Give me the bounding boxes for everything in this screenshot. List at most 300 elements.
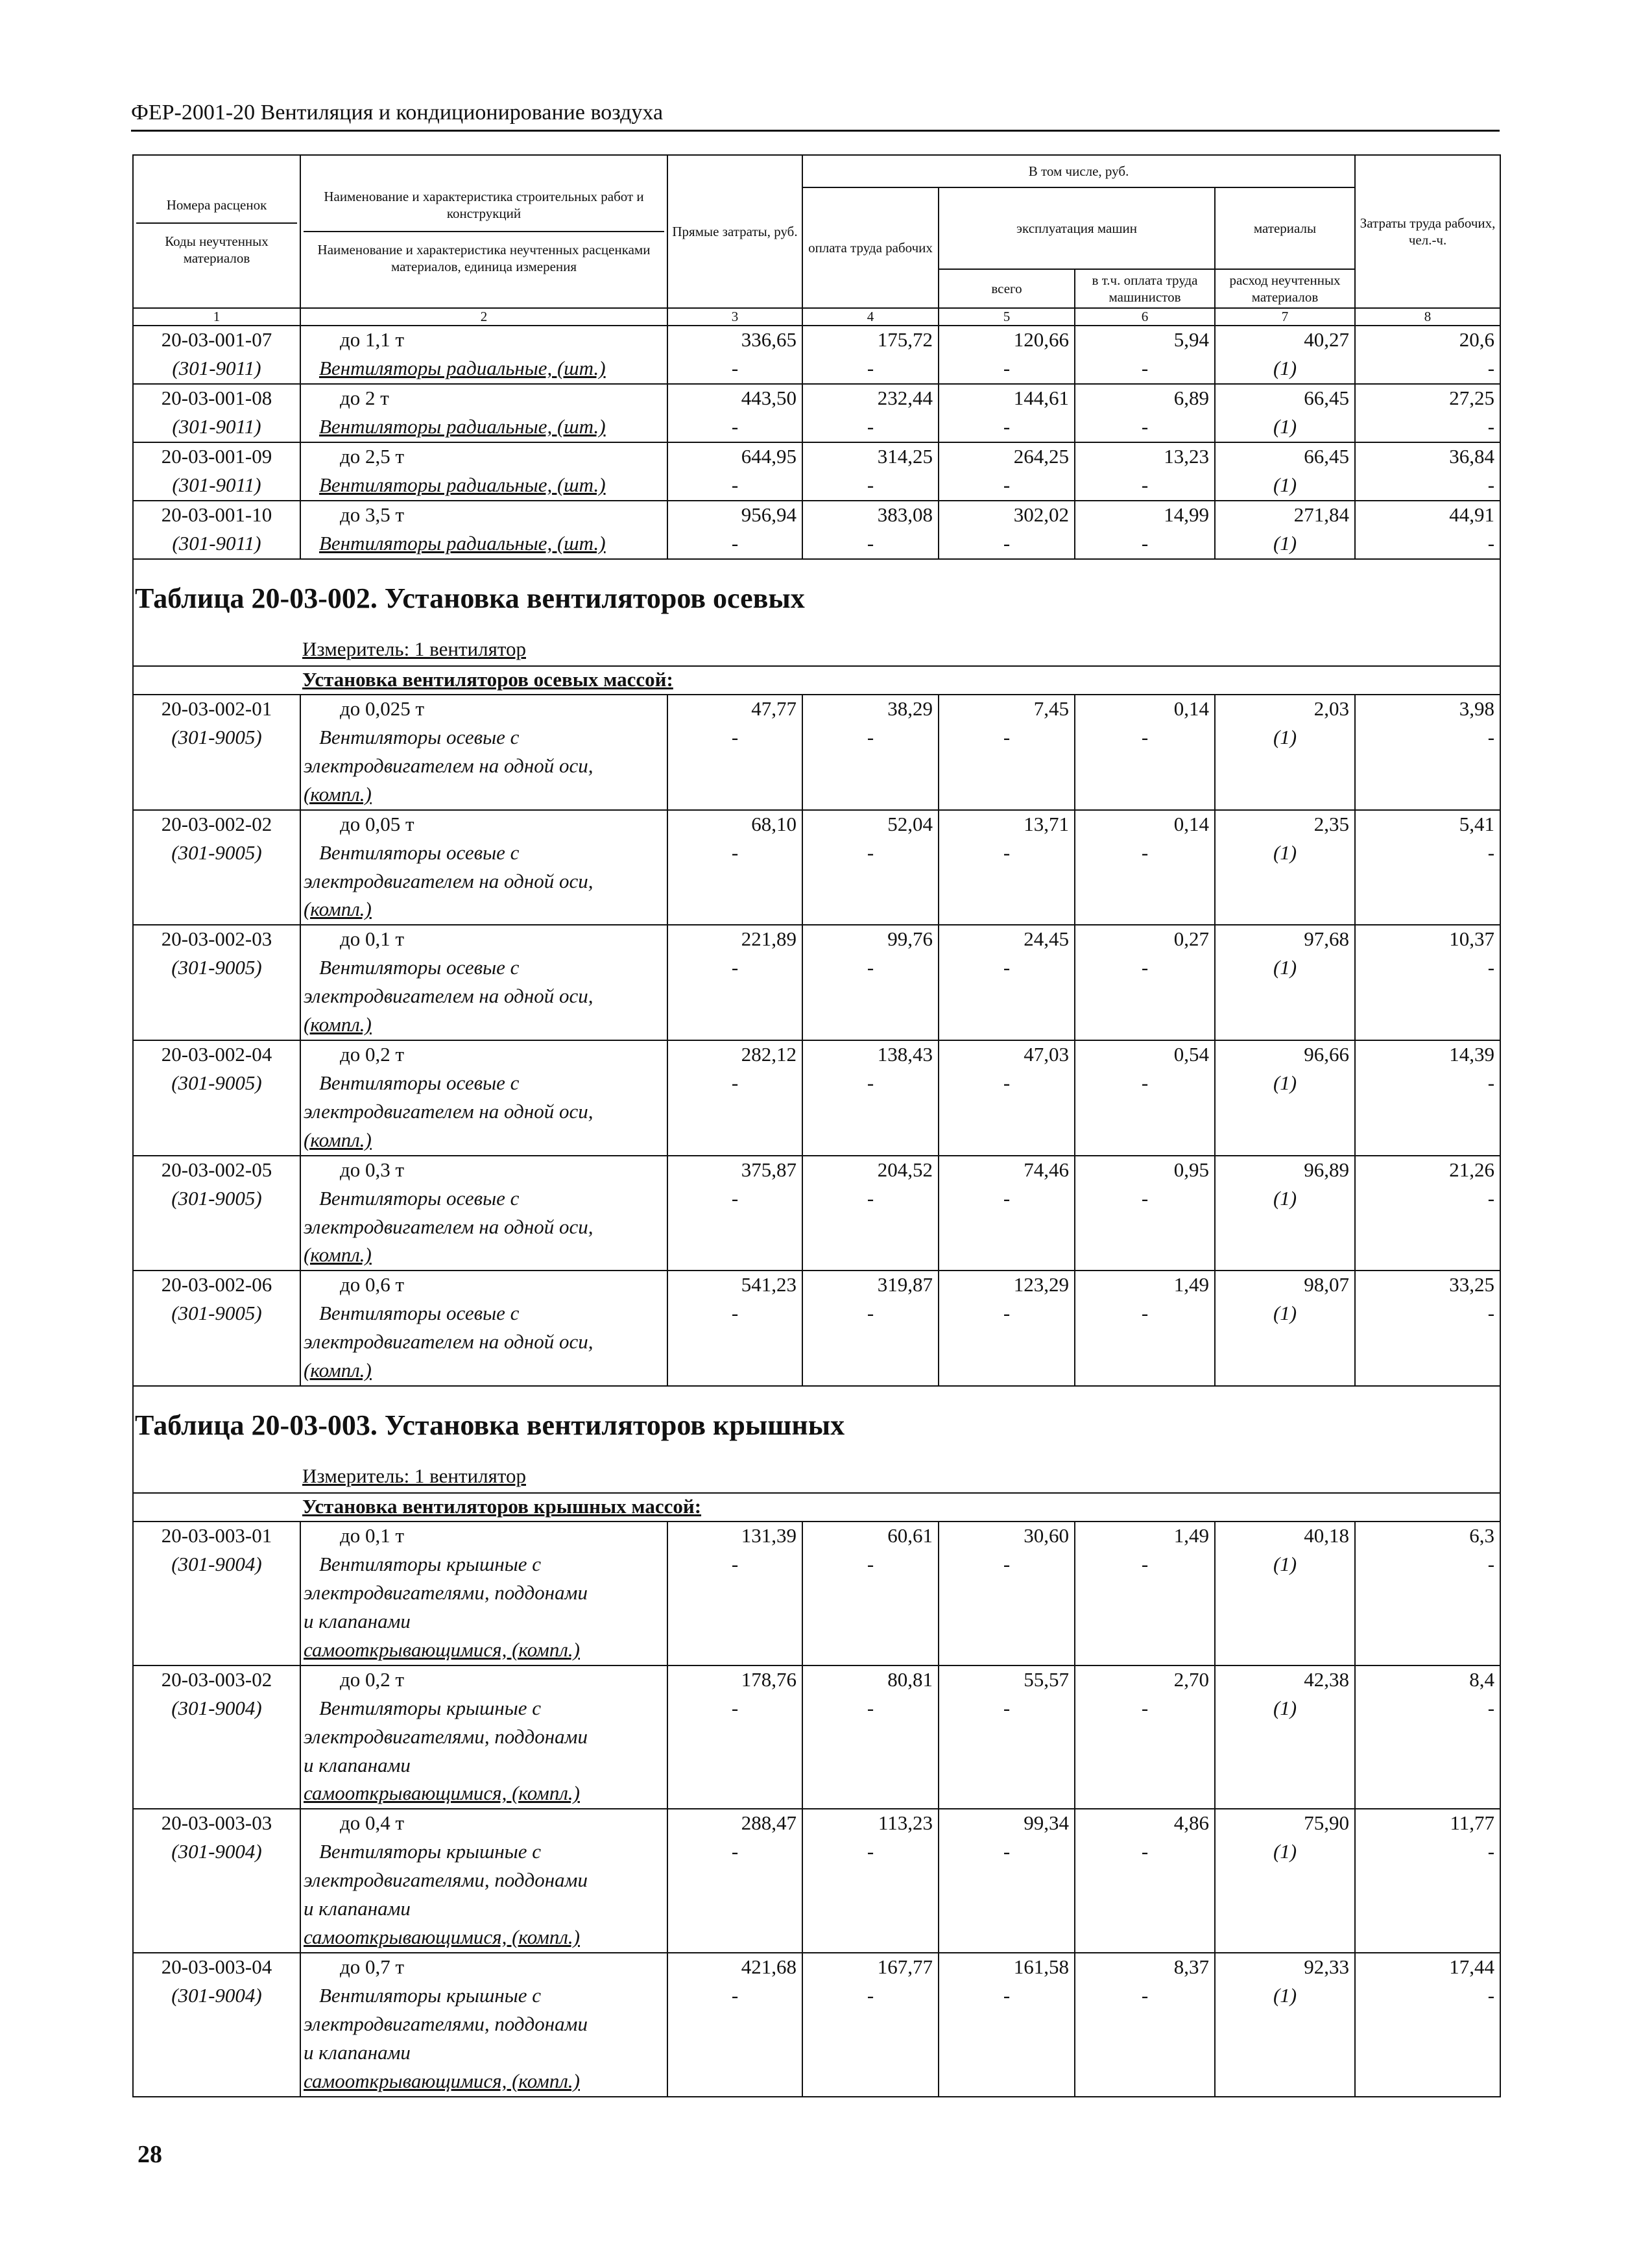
machinist-pay: 8,37 xyxy=(1075,1953,1215,1982)
table-row xyxy=(133,1752,1500,1780)
material-name-line: электродвигателем на одной оси, xyxy=(300,752,667,781)
rate-code: 20-03-002-03 xyxy=(133,925,300,954)
empty-cell xyxy=(667,781,802,810)
empty-cell xyxy=(1215,1780,1355,1809)
empty-cell xyxy=(1075,1895,1215,1924)
sub-value: - xyxy=(1355,1185,1500,1213)
machinist-pay: 0,14 xyxy=(1075,810,1215,839)
sub-value: - xyxy=(1075,724,1215,752)
direct-costs: 375,87 xyxy=(667,1156,802,1185)
column-numbers-row xyxy=(133,308,1500,326)
table-row xyxy=(133,1838,1500,1867)
empty-cell xyxy=(939,2011,1075,2039)
rate-code: 20-03-001-07 xyxy=(133,326,300,355)
empty-cell xyxy=(133,2011,300,2039)
table-row xyxy=(133,530,1500,559)
table-row xyxy=(133,1271,1500,1300)
empty-cell xyxy=(1355,752,1500,781)
direct-costs: 644,95 xyxy=(667,442,802,472)
sub-value: - xyxy=(667,1695,802,1723)
material-name-line: Вентиляторы осевые с xyxy=(300,1300,667,1328)
machinist-pay: 14,99 xyxy=(1075,501,1215,530)
material-name-line: Вентиляторы радиальные, (шт.) xyxy=(300,530,667,559)
page-number: 28 xyxy=(138,2141,162,2168)
empty-cell xyxy=(667,2011,802,2039)
material-name-line: (компл.) xyxy=(300,1127,667,1156)
table-title: Таблица 20-03-002. Установка вентиляторов осевых xyxy=(133,559,1500,634)
rate-code: 20-03-002-06 xyxy=(133,1271,300,1300)
machines-total: 47,03 xyxy=(939,1040,1075,1069)
col-number: 4 xyxy=(802,308,939,326)
material-name-line: (компл.) xyxy=(300,1011,667,1040)
direct-costs: 68,10 xyxy=(667,810,802,839)
material-code: (301-9004) xyxy=(133,1838,300,1867)
table-row xyxy=(133,1522,1500,1551)
material-name-line: (компл.) xyxy=(300,1357,667,1386)
machines-total: 99,34 xyxy=(939,1809,1075,1838)
labor-hours: 44,91 xyxy=(1355,501,1500,530)
empty-cell xyxy=(939,1636,1075,1665)
machinist-pay: 0,27 xyxy=(1075,925,1215,954)
sub-value: - xyxy=(802,1695,939,1723)
empty-cell xyxy=(133,1011,300,1040)
direct-costs: 443,50 xyxy=(667,384,802,413)
direct-costs: 336,65 xyxy=(667,326,802,355)
empty-cell xyxy=(1075,1924,1215,1953)
empty-cell xyxy=(133,781,300,810)
empty-cell xyxy=(1075,1098,1215,1127)
machinist-pay: 1,49 xyxy=(1075,1522,1215,1551)
labor-pay: 204,52 xyxy=(802,1156,939,1185)
empty-cell xyxy=(1355,1636,1500,1665)
group-row xyxy=(133,666,1500,695)
table-row xyxy=(133,472,1500,501)
table-row xyxy=(133,1867,1500,1895)
empty-cell xyxy=(802,781,939,810)
material-name-line: Вентиляторы осевые с xyxy=(300,839,667,868)
empty-cell xyxy=(939,983,1075,1011)
material-name-line: Вентиляторы осевые с xyxy=(300,954,667,983)
empty-cell xyxy=(1215,1723,1355,1752)
material-name-line: электродвигателем на одной оси, xyxy=(300,868,667,896)
col-header-names xyxy=(300,155,667,308)
sub-value: - xyxy=(802,839,939,868)
table-row xyxy=(133,724,1500,752)
table-row xyxy=(133,1069,1500,1098)
empty-cell xyxy=(667,1357,802,1386)
table-row xyxy=(133,1895,1500,1924)
sub-value: (1) xyxy=(1215,1185,1355,1213)
empty-cell xyxy=(939,896,1075,925)
table-row xyxy=(133,2068,1500,2097)
material-name-line: электродвигателем на одной оси, xyxy=(300,1098,667,1127)
machines-total: 123,29 xyxy=(939,1271,1075,1300)
sub-value: - xyxy=(667,1300,802,1328)
rate-name: до 0,2 т xyxy=(300,1040,667,1069)
sub-value: - xyxy=(667,839,802,868)
group-label: Установка вентиляторов крышных массой: xyxy=(133,1493,1500,1522)
empty-cell xyxy=(667,2068,802,2097)
empty-cell xyxy=(939,1895,1075,1924)
machinist-pay: 0,14 xyxy=(1075,695,1215,724)
empty-cell xyxy=(939,1780,1075,1809)
empty-cell xyxy=(1215,1579,1355,1608)
empty-cell xyxy=(667,983,802,1011)
empty-cell xyxy=(1215,1636,1355,1665)
table-row xyxy=(133,326,1500,355)
table-row xyxy=(133,752,1500,781)
material-code: (301-9005) xyxy=(133,724,300,752)
direct-costs: 131,39 xyxy=(667,1522,802,1551)
sub-value: - xyxy=(1355,1300,1500,1328)
labor-hours: 20,6 xyxy=(1355,326,1500,355)
col-header-material-names: Наименование и характеристика неучтенных расценками материалов, единица измерения xyxy=(317,242,651,275)
empty-cell xyxy=(667,1241,802,1271)
sub-value: (1) xyxy=(1215,472,1355,501)
empty-cell xyxy=(1355,2011,1500,2039)
rate-code: 20-03-001-08 xyxy=(133,384,300,413)
empty-cell xyxy=(1215,1895,1355,1924)
empty-cell xyxy=(802,752,939,781)
labor-hours: 27,25 xyxy=(1355,384,1500,413)
col-number: 8 xyxy=(1355,308,1500,326)
sub-value: - xyxy=(1355,839,1500,868)
materials-cost: 40,27 xyxy=(1215,326,1355,355)
direct-costs: 282,12 xyxy=(667,1040,802,1069)
rate-code: 20-03-003-02 xyxy=(133,1665,300,1695)
empty-cell xyxy=(133,752,300,781)
table-row xyxy=(133,839,1500,868)
sub-value: - xyxy=(1355,954,1500,983)
empty-cell xyxy=(1355,1213,1500,1242)
col-header-materials: материалы xyxy=(1215,187,1355,269)
materials-cost: 97,68 xyxy=(1215,925,1355,954)
empty-cell xyxy=(1355,868,1500,896)
sub-value: - xyxy=(939,1838,1075,1867)
empty-cell xyxy=(802,1723,939,1752)
sub-value: - xyxy=(939,472,1075,501)
materials-cost: 66,45 xyxy=(1215,442,1355,472)
machines-total: 161,58 xyxy=(939,1953,1075,1982)
material-name-line: и клапанами xyxy=(300,1608,667,1636)
sub-value: (1) xyxy=(1215,1695,1355,1723)
sub-value: (1) xyxy=(1215,413,1355,442)
rate-name: до 0,6 т xyxy=(300,1271,667,1300)
empty-cell xyxy=(1215,1213,1355,1242)
table-row xyxy=(133,1241,1500,1271)
rate-name: до 0,025 т xyxy=(300,695,667,724)
sub-value: - xyxy=(1355,1695,1500,1723)
empty-cell xyxy=(939,2068,1075,2097)
table-row xyxy=(133,355,1500,384)
machines-total: 13,71 xyxy=(939,810,1075,839)
empty-cell xyxy=(1355,1357,1500,1386)
rate-code: 20-03-002-01 xyxy=(133,695,300,724)
col-header-direct-costs: Прямые затраты, руб. xyxy=(667,155,802,308)
materials-cost: 75,90 xyxy=(1215,1809,1355,1838)
machinist-pay: 2,70 xyxy=(1075,1665,1215,1695)
labor-hours: 21,26 xyxy=(1355,1156,1500,1185)
table-row xyxy=(133,413,1500,442)
rate-code: 20-03-001-10 xyxy=(133,501,300,530)
sub-value: - xyxy=(1355,1069,1500,1098)
labor-hours: 36,84 xyxy=(1355,442,1500,472)
empty-cell xyxy=(1215,2039,1355,2068)
material-name-line: Вентиляторы крышные с xyxy=(300,1695,667,1723)
empty-cell xyxy=(1215,2068,1355,2097)
empty-cell xyxy=(1355,1895,1500,1924)
material-code: (301-9004) xyxy=(133,1982,300,2011)
empty-cell xyxy=(1215,1328,1355,1357)
table-row xyxy=(133,1636,1500,1665)
labor-hours: 11,77 xyxy=(1355,1809,1500,1838)
empty-cell xyxy=(1355,2039,1500,2068)
sub-value: - xyxy=(1355,413,1500,442)
material-name-line: самооткрывающимися, (компл.) xyxy=(300,1636,667,1665)
material-name-line: Вентиляторы радиальные, (шт.) xyxy=(300,472,667,501)
materials-cost: 66,45 xyxy=(1215,384,1355,413)
empty-cell xyxy=(133,1636,300,1665)
rate-name: до 2 т xyxy=(300,384,667,413)
labor-hours: 10,37 xyxy=(1355,925,1500,954)
direct-costs: 288,47 xyxy=(667,1809,802,1838)
machines-total: 144,61 xyxy=(939,384,1075,413)
rate-code: 20-03-003-03 xyxy=(133,1809,300,1838)
empty-cell xyxy=(133,1608,300,1636)
sub-value: - xyxy=(939,355,1075,384)
table-row xyxy=(133,1011,1500,1040)
sub-value: - xyxy=(939,1982,1075,2011)
rate-code: 20-03-002-05 xyxy=(133,1156,300,1185)
sub-value: - xyxy=(802,1069,939,1098)
empty-cell xyxy=(939,1213,1075,1242)
table-row xyxy=(133,983,1500,1011)
empty-cell xyxy=(802,1636,939,1665)
sub-value: - xyxy=(1075,1982,1215,2011)
material-name-line: Вентиляторы радиальные, (шт.) xyxy=(300,413,667,442)
col-header-materials-use: расход неучтенных материалов xyxy=(1215,269,1355,309)
direct-costs: 541,23 xyxy=(667,1271,802,1300)
empty-cell xyxy=(133,1723,300,1752)
machines-total: 302,02 xyxy=(939,501,1075,530)
material-name-line: самооткрывающимися, (компл.) xyxy=(300,2068,667,2097)
empty-cell xyxy=(939,868,1075,896)
labor-hours: 6,3 xyxy=(1355,1522,1500,1551)
sub-value: (1) xyxy=(1215,1982,1355,2011)
table-row xyxy=(133,2011,1500,2039)
table-row xyxy=(133,1780,1500,1809)
empty-cell xyxy=(802,1213,939,1242)
empty-cell xyxy=(1355,1127,1500,1156)
labor-pay: 80,81 xyxy=(802,1665,939,1695)
sub-value: (1) xyxy=(1215,954,1355,983)
sub-value: - xyxy=(1075,355,1215,384)
material-name-line: самооткрывающимися, (компл.) xyxy=(300,1924,667,1953)
rate-code: 20-03-003-01 xyxy=(133,1522,300,1551)
empty-cell xyxy=(133,868,300,896)
material-name-line: Вентиляторы осевые с xyxy=(300,724,667,752)
sub-value: - xyxy=(667,1185,802,1213)
empty-cell xyxy=(939,1608,1075,1636)
sub-value: - xyxy=(667,530,802,559)
table-row xyxy=(133,896,1500,925)
empty-cell xyxy=(1075,1780,1215,1809)
empty-cell xyxy=(1075,1357,1215,1386)
empty-cell xyxy=(667,1608,802,1636)
empty-cell xyxy=(133,1357,300,1386)
sub-value: - xyxy=(939,724,1075,752)
machinist-pay: 0,54 xyxy=(1075,1040,1215,1069)
sub-value: - xyxy=(667,724,802,752)
sub-value: - xyxy=(667,1069,802,1098)
material-name-line: электродвигателями, поддонами xyxy=(300,1579,667,1608)
rate-code: 20-03-002-04 xyxy=(133,1040,300,1069)
empty-cell xyxy=(802,1241,939,1271)
empty-cell xyxy=(667,2039,802,2068)
sub-value: - xyxy=(1075,413,1215,442)
sub-value: - xyxy=(1075,1838,1215,1867)
material-code: (301-9011) xyxy=(133,472,300,501)
material-name-line: Вентиляторы крышные с xyxy=(300,1838,667,1867)
labor-pay: 314,25 xyxy=(802,442,939,472)
rate-name: до 0,4 т xyxy=(300,1809,667,1838)
empty-cell xyxy=(1075,868,1215,896)
table-row xyxy=(133,501,1500,530)
material-name-line: (компл.) xyxy=(300,1241,667,1271)
machinist-pay: 5,94 xyxy=(1075,326,1215,355)
empty-cell xyxy=(1355,1924,1500,1953)
empty-cell xyxy=(133,1867,300,1895)
sub-value: - xyxy=(1355,472,1500,501)
sub-value: - xyxy=(667,1838,802,1867)
rate-code: 20-03-002-02 xyxy=(133,810,300,839)
sub-value: (1) xyxy=(1215,1838,1355,1867)
materials-cost: 271,84 xyxy=(1215,501,1355,530)
unit-row xyxy=(133,1461,1500,1493)
empty-cell xyxy=(939,1357,1075,1386)
machines-total: 120,66 xyxy=(939,326,1075,355)
empty-cell xyxy=(1075,1608,1215,1636)
empty-cell xyxy=(939,781,1075,810)
sub-value: - xyxy=(802,1838,939,1867)
material-code: (301-9005) xyxy=(133,839,300,868)
empty-cell xyxy=(1355,1752,1500,1780)
empty-cell xyxy=(1215,2011,1355,2039)
empty-cell xyxy=(939,2039,1075,2068)
empty-cell xyxy=(133,1752,300,1780)
sub-value: - xyxy=(939,954,1075,983)
table-row xyxy=(133,442,1500,472)
empty-cell xyxy=(1215,1011,1355,1040)
col-number: 5 xyxy=(939,308,1075,326)
empty-cell xyxy=(1355,1241,1500,1271)
table-row xyxy=(133,1665,1500,1695)
col-number: 6 xyxy=(1075,308,1215,326)
table-row xyxy=(133,1300,1500,1328)
empty-cell xyxy=(1215,983,1355,1011)
table-row xyxy=(133,1953,1500,1982)
sub-value: - xyxy=(939,1695,1075,1723)
table-row xyxy=(133,810,1500,839)
material-name-line: Вентиляторы осевые с xyxy=(300,1185,667,1213)
empty-cell xyxy=(939,1098,1075,1127)
table-row xyxy=(133,1809,1500,1838)
labor-hours: 3,98 xyxy=(1355,695,1500,724)
table-row xyxy=(133,1213,1500,1242)
sub-value: - xyxy=(1355,1551,1500,1579)
empty-cell xyxy=(1215,781,1355,810)
empty-cell xyxy=(667,1723,802,1752)
empty-cell xyxy=(939,1723,1075,1752)
empty-cell xyxy=(1355,1579,1500,1608)
sub-value: - xyxy=(939,1551,1075,1579)
col-number: 7 xyxy=(1215,308,1355,326)
empty-cell xyxy=(667,1636,802,1665)
empty-cell xyxy=(667,1579,802,1608)
material-code: (301-9005) xyxy=(133,1069,300,1098)
material-name-line: и клапанами xyxy=(300,2039,667,2068)
table-row xyxy=(133,384,1500,413)
sub-value: - xyxy=(1075,1069,1215,1098)
rate-code: 20-03-001-09 xyxy=(133,442,300,472)
empty-cell xyxy=(1075,752,1215,781)
rate-name: до 0,05 т xyxy=(300,810,667,839)
sub-value: - xyxy=(802,472,939,501)
material-name-line: самооткрывающимися, (компл.) xyxy=(300,1780,667,1809)
empty-cell xyxy=(1355,1098,1500,1127)
empty-cell xyxy=(1215,1924,1355,1953)
sub-value: - xyxy=(667,355,802,384)
empty-cell xyxy=(1075,2011,1215,2039)
table-row xyxy=(133,1040,1500,1069)
table-row xyxy=(133,1328,1500,1357)
sub-value: - xyxy=(1075,1185,1215,1213)
empty-cell xyxy=(1355,1608,1500,1636)
table-row xyxy=(133,2039,1500,2068)
sub-value: (1) xyxy=(1215,1551,1355,1579)
materials-cost: 42,38 xyxy=(1215,1665,1355,1695)
sub-value: - xyxy=(1355,355,1500,384)
sub-value: - xyxy=(802,530,939,559)
empty-cell xyxy=(802,1579,939,1608)
empty-cell xyxy=(802,868,939,896)
empty-cell xyxy=(939,1867,1075,1895)
table-row xyxy=(133,1185,1500,1213)
table-row xyxy=(133,695,1500,724)
empty-cell xyxy=(1075,1636,1215,1665)
empty-cell xyxy=(1355,781,1500,810)
machinist-pay: 13,23 xyxy=(1075,442,1215,472)
table-row xyxy=(133,1723,1500,1752)
empty-cell xyxy=(1355,1328,1500,1357)
sub-value: - xyxy=(1075,839,1215,868)
materials-cost: 40,18 xyxy=(1215,1522,1355,1551)
empty-cell xyxy=(133,1895,300,1924)
table-row xyxy=(133,1551,1500,1579)
sub-value: (1) xyxy=(1215,530,1355,559)
empty-cell xyxy=(1215,1241,1355,1271)
empty-cell xyxy=(1075,983,1215,1011)
empty-cell xyxy=(1075,1241,1215,1271)
col-header-work-name: Наименование и характеристика строительных работ и конструкций xyxy=(304,188,664,232)
empty-cell xyxy=(1075,1723,1215,1752)
rate-name: до 3,5 т xyxy=(300,501,667,530)
empty-cell xyxy=(133,1098,300,1127)
empty-cell xyxy=(1075,1752,1215,1780)
rate-name: до 0,1 т xyxy=(300,1522,667,1551)
sub-value: - xyxy=(802,355,939,384)
machines-total: 30,60 xyxy=(939,1522,1075,1551)
